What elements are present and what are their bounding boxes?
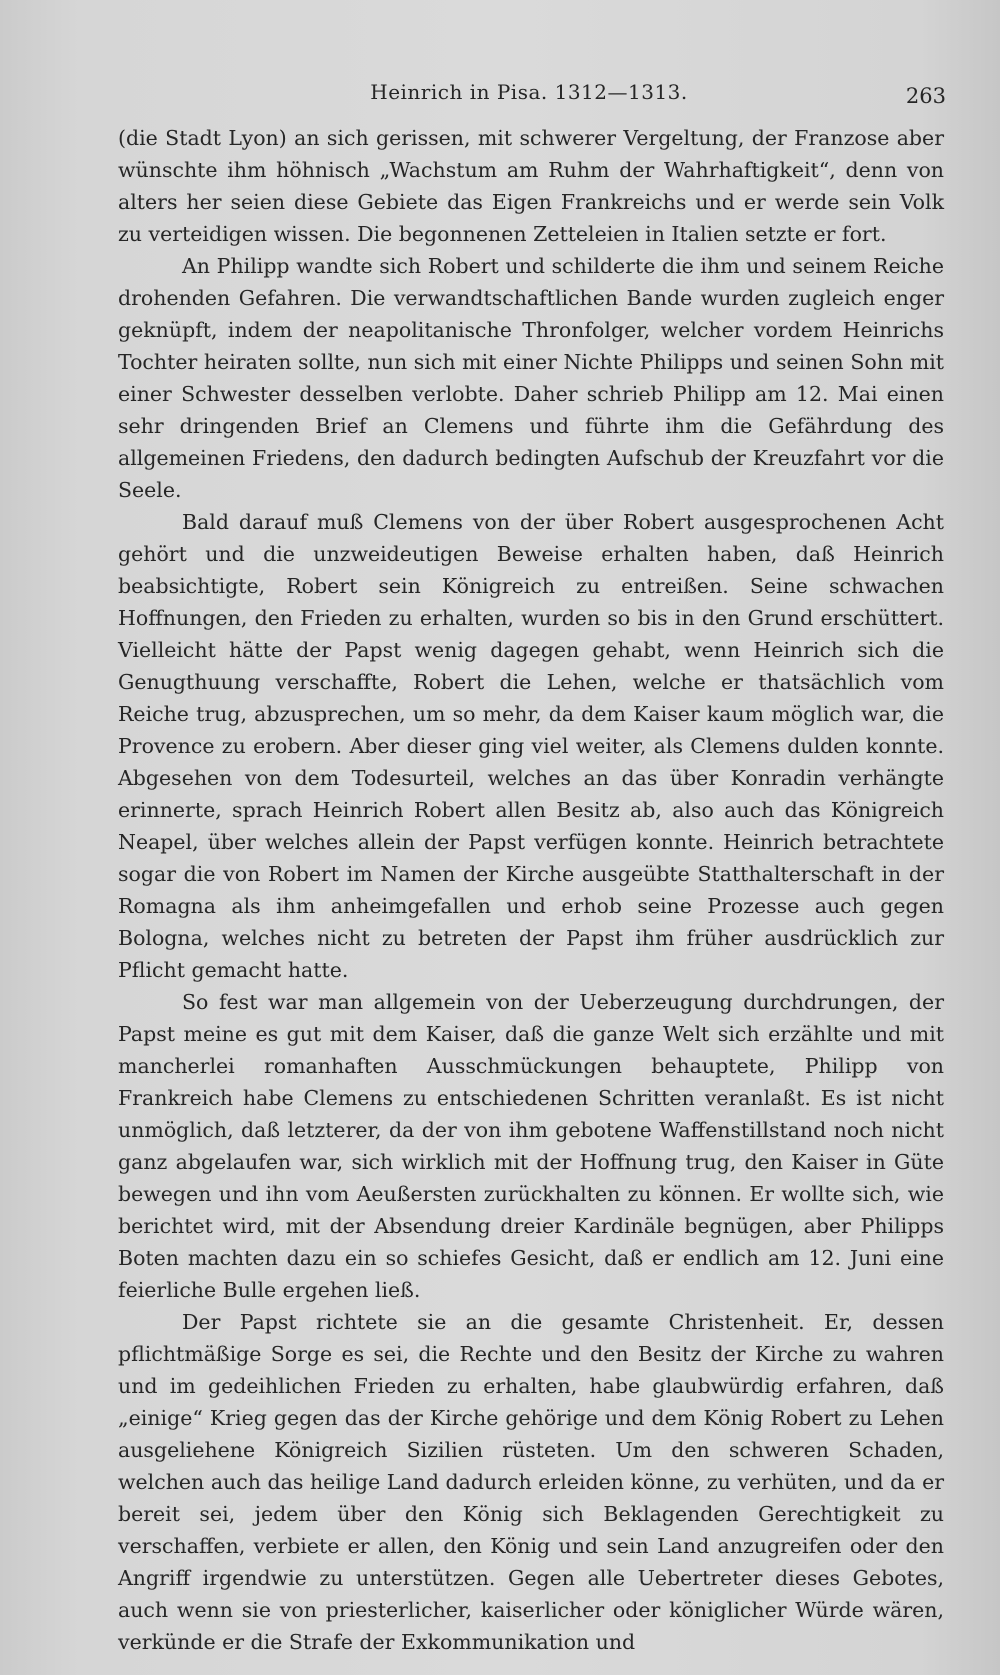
paragraph-3: Bald darauf muß Clemens von der über Robert ausgesprochenen Acht gehört und die unzweideutigen Beweise erhalten haben, daß Heinrich beabsichtigte, Robert sein Königreich zu entreißen. Seine schwachen Hoffnungen, den Frieden zu erhalten, wurden so bis in den Grund erschüttert. Vielleicht hätte der Papst wenig dagegen gehabt, wenn Heinrich sich die Genugthuung verschaffte, Robert die Lehen, welche er thatsächlich vom Reiche trug, abzusprechen, um so mehr, da dem Kaiser kaum möglich war, die Provence zu erobern. Aber dieser ging viel weiter, als Clemens dulden konnte. Abgesehen von dem Todesurteil, welches an das über Konradin verhängte erinnerte, sprach Heinrich Robert allen Besitz ab, also auch das Königreich Neapel, über welches allein der Papst verfügen konnte. Heinrich betrachtete sogar die von Robert im Namen der Kirche ausgeübte Statthalterschaft in der Romagna als ihm anheimgefallen und erhob seine Prozesse auch gegen Bologna, welches nicht zu betreten der Papst ihm früher ausdrücklich zur Pflicht gemacht hatte. — [118, 510, 944, 982]
paragraph-1: (die Stadt Lyon) an sich gerissen, mit schwerer Vergeltung, der Franzose aber wünschte ihm höhnisch „Wachstum am Ruhm der Wahrhaftigkeit“, denn von alters her seien diese Gebiete das Eigen Frankreichs und er werde sein Volk zu verteidigen wissen. Die begonnenen Zetteleien in Italien setzte er fort. — [118, 126, 944, 246]
paragraph-4: So fest war man allgemein von der Ueberzeugung durchdrungen, der Papst meine es gut mit dem Kaiser, daß die ganze Welt sich erzählte und mit mancherlei romanhaften Ausschmückungen behauptete, Philipp von Frankreich habe Clemens zu entschiedenen Schritten veranlaßt. Es ist nicht unmöglich, daß letzterer, da der von ihm gebotene Waffenstillstand noch nicht ganz abgelaufen war, sich wirklich mit der Hoffnung trug, den Kaiser in Güte bewegen und ihn vom Aeußersten zurückhalten zu können. Er wollte sich, wie berichtet wird, mit der Absendung dreier Kardinäle begnügen, aber Philipps Boten machten dazu ein so schiefes Gesicht, daß er endlich am 12. Juni eine feierliche Bulle ergehen ließ. — [118, 990, 944, 1302]
paragraph-2: An Philipp wandte sich Robert und schilderte die ihm und seinem Reiche drohenden Gefahren. Die verwandtschaftlichen Bande wurden zugleich enger geknüpft, indem der neapolitanische Thronfolger, welcher vordem Heinrichs Tochter heiraten sollte, nun sich mit einer Nichte Philipps und seinen Sohn mit einer Schwester desselben verlobte. Daher schrieb Philipp am 12. Mai einen sehr dringenden Brief an Clemens und führte ihm die Gefährdung des allgemeinen Friedens, den dadurch bedingten Aufschub der Kreuzfahrt vor die Seele. — [118, 254, 944, 502]
page-number: 263 — [905, 84, 946, 108]
page-body — [118, 122, 944, 1658]
page-header — [112, 80, 946, 110]
paragraph-5: Der Papst richtete sie an die gesamte Christenheit. Er, dessen pflichtmäßige Sorge es sei, die Rechte und den Besitz der Kirche zu wahren und im gedeihlichen Frieden zu erhalten, habe glaubwürdig erfahren, daß „einige“ Krieg gegen das der Kirche gehörige und dem König Robert zu Lehen ausgeliehene Königreich Sizilien rüsteten. Um den schweren Schaden, welchen auch das heilige Land dadurch erleiden könne, zu verhüten, und da er bereit sei, jedem über den König sich Beklagenden Gerechtigkeit zu verschaffen, verbiete er allen, den König und sein Land anzugreifen oder den Angriff irgendwie zu unterstützen. Gegen alle Uebertreter dieses Gebotes, auch wenn sie von priesterlicher, kaiserlicher oder königlicher Würde wären, verkünde er die Strafe der Exkommunikation und — [118, 1310, 944, 1654]
running-title: Heinrich in Pisa. 1312—1313. — [370, 80, 688, 104]
